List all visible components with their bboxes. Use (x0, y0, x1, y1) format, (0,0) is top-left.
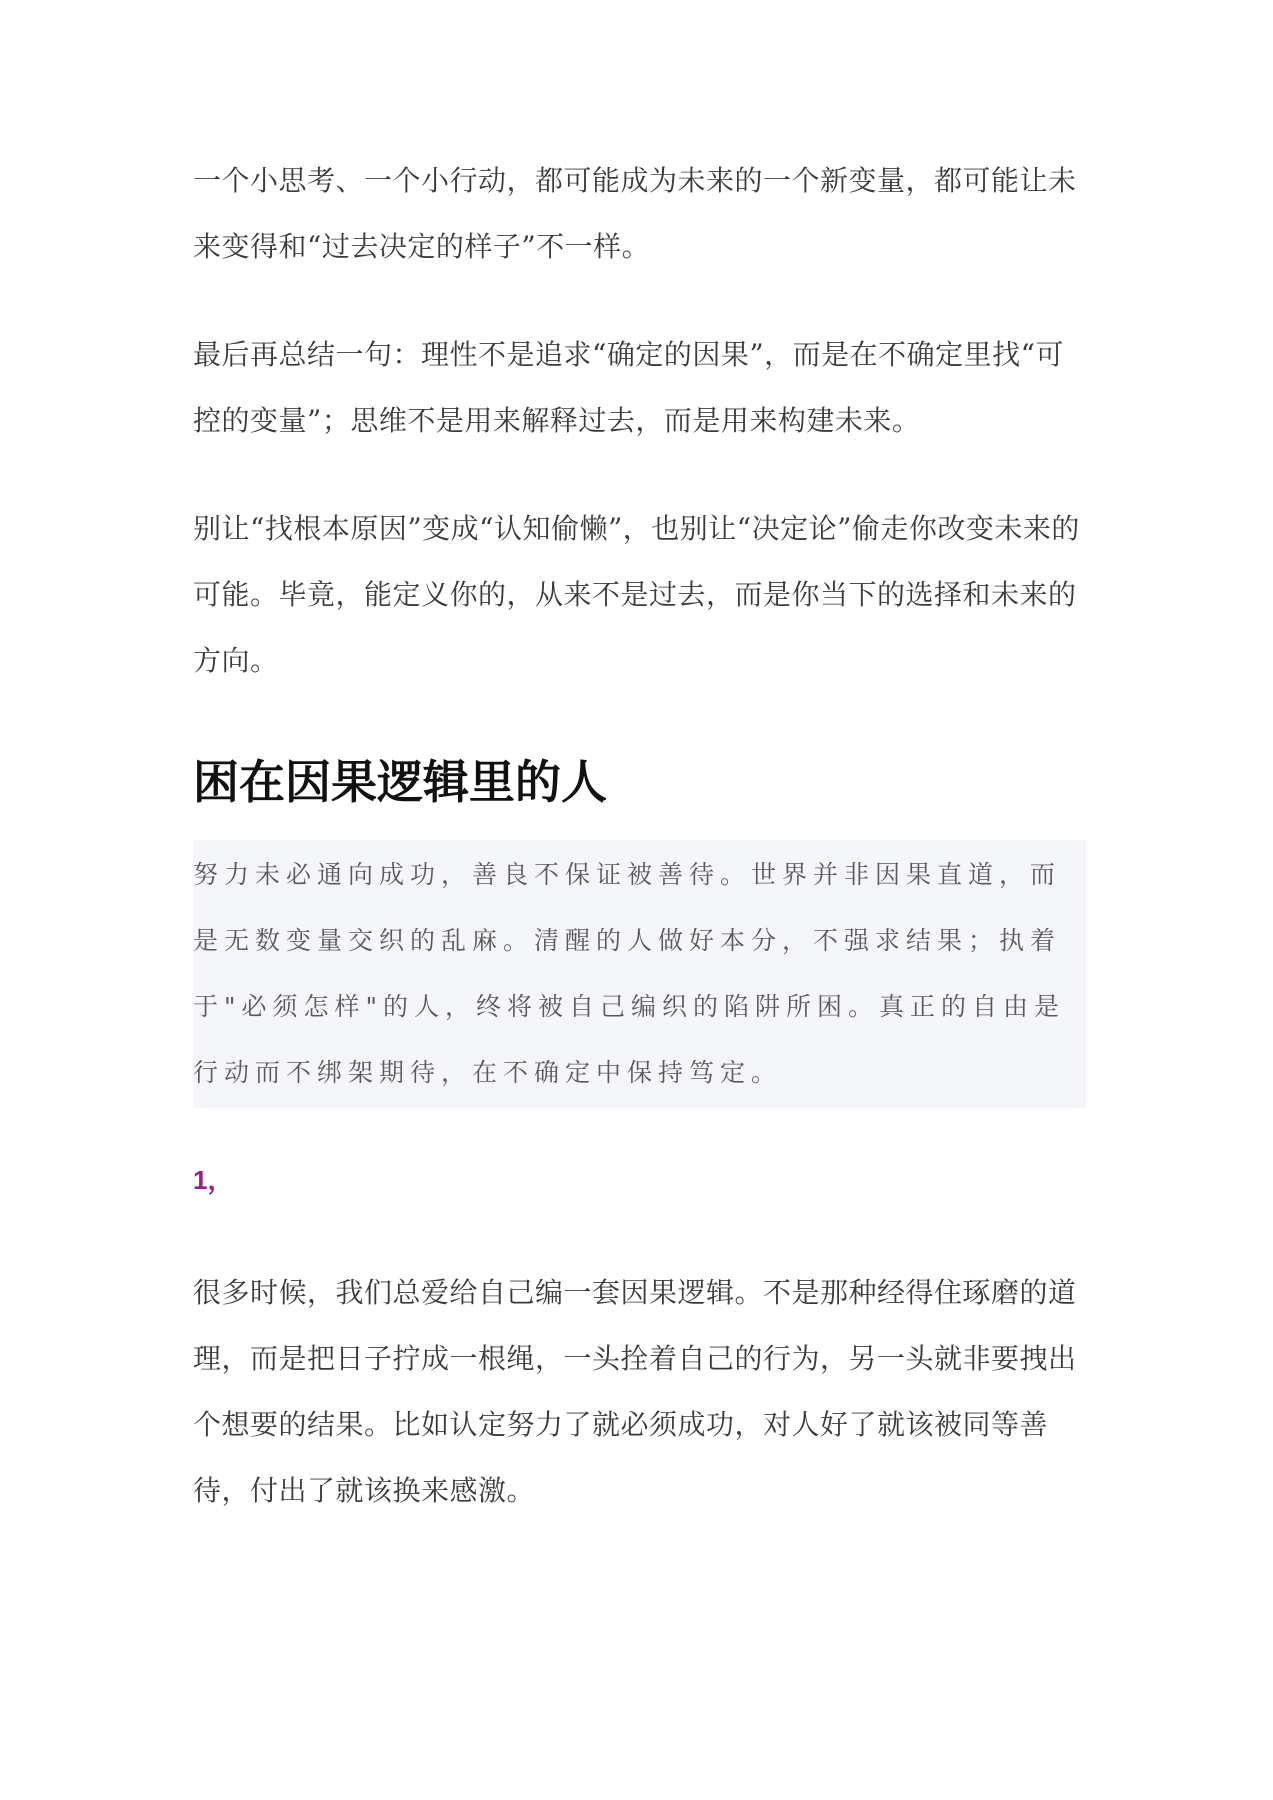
section-heading: 困在因果逻辑里的人 (193, 755, 607, 809)
section-number: 1， (193, 1165, 234, 1195)
paragraph-conclusion: 别让“找根本原因”变成“认知偷懒”，也别让“决定论”偷走你改变未来的可能。毕竟，能定义你的，从来不是过去，而是你当下的选择和未来的方向。 (193, 512, 1080, 677)
article-content (193, 148, 1086, 1524)
quote-block: 努力未必通向成功，善良不保证被善待。世界并非因果直道，而是无数变量交织的乱麻。清醒的人做好本分，不强求结果；执着于"必须怎样"的人，终将被自己编织的陷阱所困。真正的自由是行动而不绑架期待，在不确定中保持笃定。 (193, 840, 1086, 1108)
paragraph-intro: 一个小思考、一个小行动，都可能成为未来的一个新变量，都可能让未来变得和“过去决定的样子”不一样。 (193, 164, 1077, 263)
paragraph-summary: 最后再总结一句：理性不是追求“确定的因果”，而是在不确定里找“可控的变量”；思维不是用来解释过去，而是用来构建未来。 (193, 338, 1064, 437)
paragraph-body: 很多时候，我们总爱给自己编一套因果逻辑。不是那种经得住琢磨的道理，而是把日子拧成一根绳，一头拴着自己的行为，另一头就非要拽出个想要的结果。比如认定努力了就必须成功，对人好了就该被同等善待，付出了就该换来感激。 (193, 1276, 1077, 1507)
